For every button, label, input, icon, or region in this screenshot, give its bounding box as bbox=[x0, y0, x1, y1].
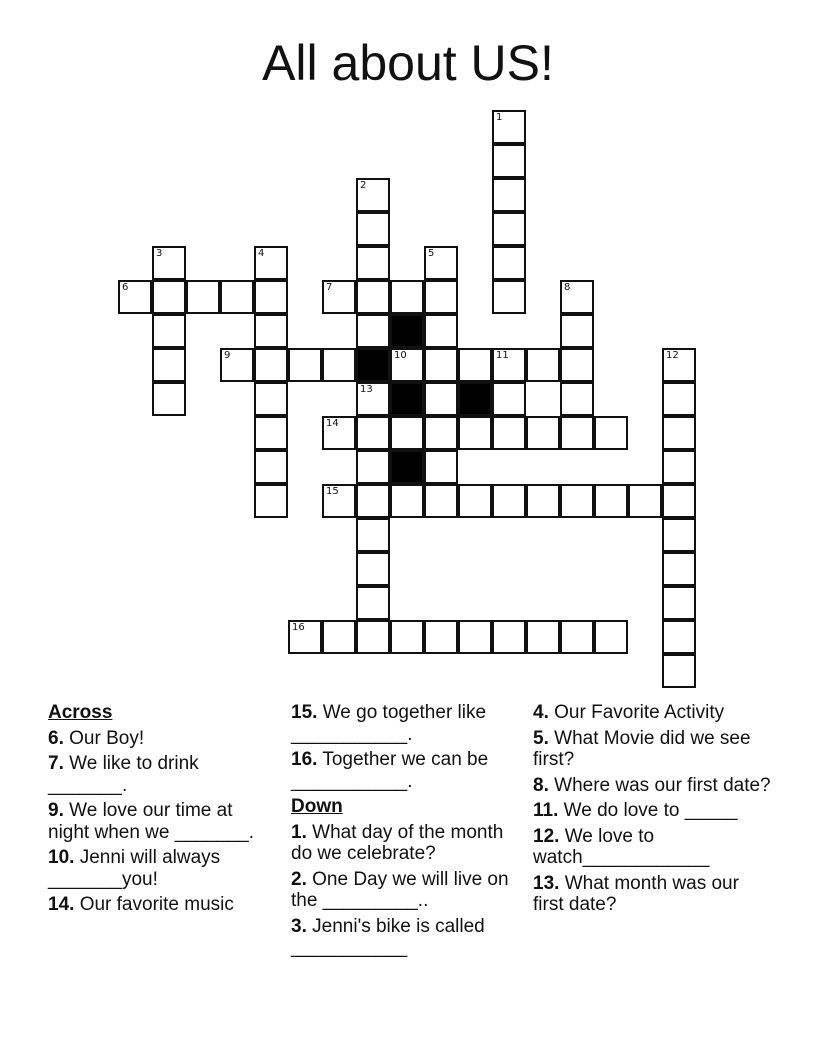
grid-cell[interactable] bbox=[424, 246, 458, 280]
cell-number: 11 bbox=[496, 350, 509, 361]
grid-cell[interactable] bbox=[662, 484, 696, 518]
puzzle-title: All about US! bbox=[262, 35, 554, 91]
clue-across-10[interactable]: 10. Jenni will always _______you! bbox=[48, 847, 221, 890]
grid-cell[interactable] bbox=[492, 382, 526, 416]
grid-cell[interactable] bbox=[526, 484, 560, 518]
grid-cell[interactable] bbox=[526, 348, 560, 382]
grid-cell[interactable] bbox=[662, 450, 696, 484]
grid-cell[interactable] bbox=[560, 620, 594, 654]
grid-cell[interactable] bbox=[560, 280, 594, 314]
grid-cell[interactable] bbox=[118, 280, 152, 314]
grid-cell[interactable] bbox=[424, 314, 458, 348]
clue-down-2[interactable]: 2. One Day we will live on the _________.. bbox=[291, 868, 509, 911]
grid-cell[interactable] bbox=[322, 348, 356, 382]
down-heading: Down bbox=[291, 796, 343, 817]
grid-cell[interactable] bbox=[390, 348, 424, 382]
grid-cell[interactable] bbox=[288, 348, 322, 382]
clue-down-13[interactable]: 13. What month was our first date? bbox=[533, 872, 739, 915]
grid-cell[interactable] bbox=[356, 246, 390, 280]
grid-cell[interactable] bbox=[356, 314, 390, 348]
grid-cell[interactable] bbox=[254, 314, 288, 348]
grid-cell[interactable] bbox=[390, 484, 424, 518]
cell-number: 8 bbox=[564, 282, 571, 293]
grid-cell[interactable] bbox=[458, 348, 492, 382]
grid-cell[interactable] bbox=[152, 246, 186, 280]
grid-cell[interactable] bbox=[356, 382, 390, 416]
grid-cell[interactable] bbox=[492, 416, 526, 450]
grid-cell[interactable] bbox=[492, 110, 526, 144]
grid-cell[interactable] bbox=[662, 382, 696, 416]
grid-cell[interactable] bbox=[560, 348, 594, 382]
grid-cell[interactable] bbox=[628, 484, 662, 518]
grid-cell[interactable] bbox=[356, 450, 390, 484]
grid-cell[interactable] bbox=[662, 586, 696, 620]
clue-down-4[interactable]: 4. Our Favorite Activity bbox=[533, 702, 725, 723]
grid-cell[interactable] bbox=[458, 416, 492, 450]
clue-down-3[interactable]: 3. Jenni's bike is called ___________ bbox=[291, 915, 485, 958]
clue-down-11[interactable]: 11. We do love to _____ bbox=[533, 800, 738, 821]
clue-column-2 bbox=[291, 702, 523, 963]
grid-cell[interactable] bbox=[492, 178, 526, 212]
grid-cell[interactable] bbox=[152, 314, 186, 348]
black-square bbox=[356, 348, 390, 382]
grid-cell[interactable] bbox=[356, 416, 390, 450]
grid-cell[interactable] bbox=[390, 620, 424, 654]
grid-cell[interactable] bbox=[492, 212, 526, 246]
clue-across-9[interactable]: 9. We love our time at night when we _______. bbox=[48, 800, 254, 843]
grid-cell[interactable] bbox=[594, 484, 628, 518]
grid-cell[interactable] bbox=[186, 280, 220, 314]
grid-cell[interactable] bbox=[288, 620, 322, 654]
cell-number: 9 bbox=[224, 350, 231, 361]
grid-cell[interactable] bbox=[356, 620, 390, 654]
grid-cell[interactable] bbox=[424, 484, 458, 518]
grid-cell[interactable] bbox=[424, 450, 458, 484]
grid-cell[interactable] bbox=[662, 348, 696, 382]
grid-cell[interactable] bbox=[424, 416, 458, 450]
black-square bbox=[390, 450, 424, 484]
grid-cell[interactable] bbox=[254, 348, 288, 382]
grid-cell[interactable] bbox=[526, 620, 560, 654]
grid-cell[interactable] bbox=[662, 552, 696, 586]
grid-cell[interactable] bbox=[322, 484, 356, 518]
grid-cell[interactable] bbox=[424, 280, 458, 314]
grid-cell[interactable] bbox=[662, 518, 696, 552]
grid-cell[interactable] bbox=[152, 280, 186, 314]
grid-cell[interactable] bbox=[356, 178, 390, 212]
cell-number: 15 bbox=[326, 486, 339, 497]
grid-cell[interactable] bbox=[254, 280, 288, 314]
grid-cell[interactable] bbox=[152, 382, 186, 416]
grid-cell[interactable] bbox=[594, 620, 628, 654]
black-square bbox=[458, 382, 492, 416]
clue-across-15[interactable]: 15. We go together like ___________. bbox=[291, 702, 487, 745]
clue-down-12[interactable]: 12. We love to watch____________ bbox=[533, 825, 710, 868]
grid-cell[interactable] bbox=[492, 246, 526, 280]
cell-number: 1 bbox=[496, 112, 503, 123]
clue-down-1[interactable]: 1. What day of the month do we celebrate? bbox=[291, 821, 504, 864]
grid-cell[interactable] bbox=[356, 280, 390, 314]
grid-cell[interactable] bbox=[492, 620, 526, 654]
grid-cell[interactable] bbox=[322, 620, 356, 654]
grid-cell[interactable] bbox=[492, 484, 526, 518]
clue-across-7[interactable]: 7. We like to drink _______. bbox=[48, 753, 199, 796]
cell-number: 7 bbox=[326, 282, 333, 293]
clue-down-5[interactable]: 5. What Movie did we see first? bbox=[533, 727, 751, 770]
cell-number: 10 bbox=[394, 350, 407, 361]
grid-cell[interactable] bbox=[356, 552, 390, 586]
grid-cell[interactable] bbox=[254, 382, 288, 416]
grid-cell[interactable] bbox=[322, 416, 356, 450]
grid-cell[interactable] bbox=[492, 144, 526, 178]
clue-column-3 bbox=[533, 702, 773, 920]
grid-cell[interactable] bbox=[356, 586, 390, 620]
cell-number: 3 bbox=[156, 248, 163, 259]
grid-cell[interactable] bbox=[254, 450, 288, 484]
cell-number: 13 bbox=[360, 384, 373, 395]
black-square bbox=[390, 314, 424, 348]
clue-across-14[interactable]: 14. Our favorite music bbox=[48, 894, 234, 915]
clue-column-1 bbox=[48, 702, 278, 920]
grid-cell[interactable] bbox=[220, 280, 254, 314]
cell-number: 5 bbox=[428, 248, 435, 259]
clue-across-16[interactable]: 16. Together we can be ___________. bbox=[291, 749, 489, 792]
grid-cell[interactable] bbox=[594, 416, 628, 450]
grid-cell[interactable] bbox=[254, 484, 288, 518]
cell-number: 2 bbox=[360, 180, 367, 191]
grid-cell[interactable] bbox=[152, 348, 186, 382]
grid-cell[interactable] bbox=[254, 246, 288, 280]
grid-cell[interactable] bbox=[356, 518, 390, 552]
cell-number: 12 bbox=[666, 350, 679, 361]
grid-cell[interactable] bbox=[424, 382, 458, 416]
grid-cell[interactable] bbox=[254, 416, 288, 450]
grid-cell[interactable] bbox=[356, 484, 390, 518]
black-square bbox=[390, 382, 424, 416]
cell-number: 4 bbox=[258, 248, 265, 259]
grid-cell[interactable] bbox=[458, 484, 492, 518]
grid-cell[interactable] bbox=[492, 280, 526, 314]
grid-cell[interactable] bbox=[458, 620, 492, 654]
clue-across-6[interactable]: 6. Our Boy! bbox=[48, 727, 145, 749]
grid-cell[interactable] bbox=[424, 620, 458, 654]
cell-number: 16 bbox=[292, 622, 305, 633]
cell-number: 6 bbox=[122, 282, 129, 293]
grid-cell[interactable] bbox=[662, 654, 696, 688]
grid-cell[interactable] bbox=[560, 484, 594, 518]
grid-cell[interactable] bbox=[560, 416, 594, 450]
grid-cell[interactable] bbox=[560, 382, 594, 416]
grid-cell[interactable] bbox=[322, 280, 356, 314]
grid-cell[interactable] bbox=[662, 620, 696, 654]
grid-cell[interactable] bbox=[390, 280, 424, 314]
grid-cell[interactable] bbox=[220, 348, 254, 382]
grid-cell[interactable] bbox=[356, 212, 390, 246]
grid-cell[interactable] bbox=[560, 314, 594, 348]
clue-down-8[interactable]: 8. Where was our first date? bbox=[533, 774, 771, 796]
grid-cell[interactable] bbox=[424, 348, 458, 382]
grid-cell[interactable] bbox=[492, 348, 526, 382]
grid-cell[interactable] bbox=[526, 416, 560, 450]
grid-cell[interactable] bbox=[390, 416, 424, 450]
across-heading: Across bbox=[48, 702, 113, 723]
cell-number: 14 bbox=[326, 418, 339, 429]
grid-cell[interactable] bbox=[662, 416, 696, 450]
